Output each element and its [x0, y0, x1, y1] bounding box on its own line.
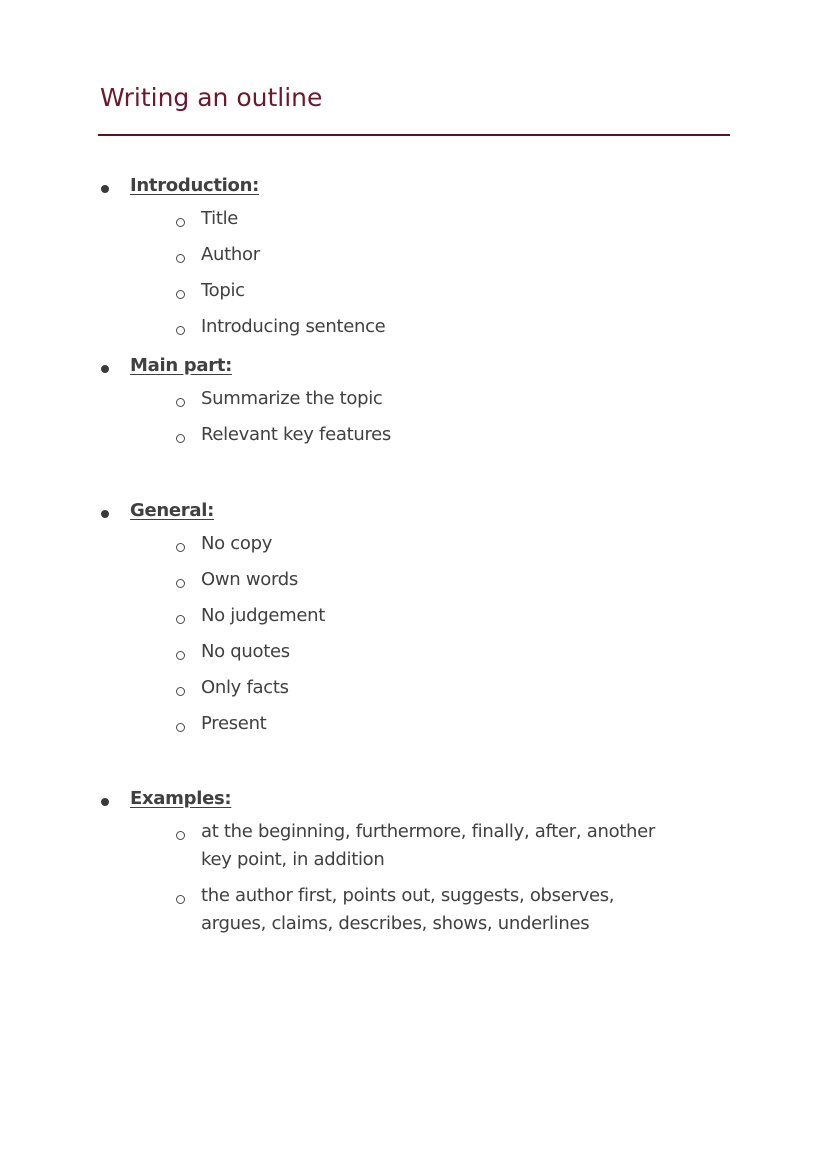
section-heading: General:: [130, 500, 214, 521]
list-item-text: at the beginning, furthermore, finally, after, another key point, in addition: [201, 821, 656, 870]
list-item: [0, 885, 828, 953]
circle-bullet-icon: [176, 831, 185, 840]
circle-bullet-icon: [176, 326, 185, 335]
circle-bullet-icon: [176, 895, 185, 904]
list-item: [0, 316, 828, 356]
list-item: [0, 821, 828, 889]
circle-bullet-icon: [176, 687, 185, 696]
section-examples: [0, 789, 828, 953]
circle-bullet-icon: [176, 434, 185, 443]
list-item-text: Title: [201, 208, 239, 229]
list-item-text: Own words: [201, 569, 298, 590]
circle-bullet-icon: [176, 615, 185, 624]
circle-bullet-icon: [176, 579, 185, 588]
bullet-icon: [101, 185, 109, 193]
list-item-text: Only facts: [201, 677, 289, 698]
circle-bullet-icon: [176, 398, 185, 407]
list-item-text: No copy: [201, 533, 273, 554]
section-main-part: [0, 356, 828, 464]
bullet-icon: [101, 510, 109, 518]
list-item-text: Present: [201, 713, 267, 734]
list-item-text: the author first, points out, suggests, observes, argues, claims, describes, shows, underlines: [201, 885, 615, 934]
circle-bullet-icon: [176, 290, 185, 299]
section-introduction: [0, 176, 828, 356]
list-item-text: Relevant key features: [201, 424, 392, 445]
list-item-text: Author: [201, 244, 260, 265]
bullet-icon: [101, 365, 109, 373]
list-item: [0, 713, 828, 753]
list-item-text: Topic: [201, 280, 245, 301]
circle-bullet-icon: [176, 254, 185, 263]
circle-bullet-icon: [176, 651, 185, 660]
section-heading: Introduction:: [130, 175, 259, 196]
circle-bullet-icon: [176, 543, 185, 552]
title-divider: [98, 134, 730, 136]
circle-bullet-icon: [176, 218, 185, 227]
bullet-icon: [101, 798, 109, 806]
list-item: [0, 424, 828, 464]
list-item-text: No quotes: [201, 641, 290, 662]
page-title: Writing an outline: [100, 83, 323, 112]
section-heading: Main part:: [130, 355, 233, 376]
list-item-text: Introducing sentence: [201, 316, 386, 337]
list-item-text: No judgement: [201, 605, 326, 626]
section-general: [0, 501, 828, 753]
circle-bullet-icon: [176, 723, 185, 732]
section-heading: Examples:: [130, 788, 232, 809]
list-item-text: Summarize the topic: [201, 388, 383, 409]
